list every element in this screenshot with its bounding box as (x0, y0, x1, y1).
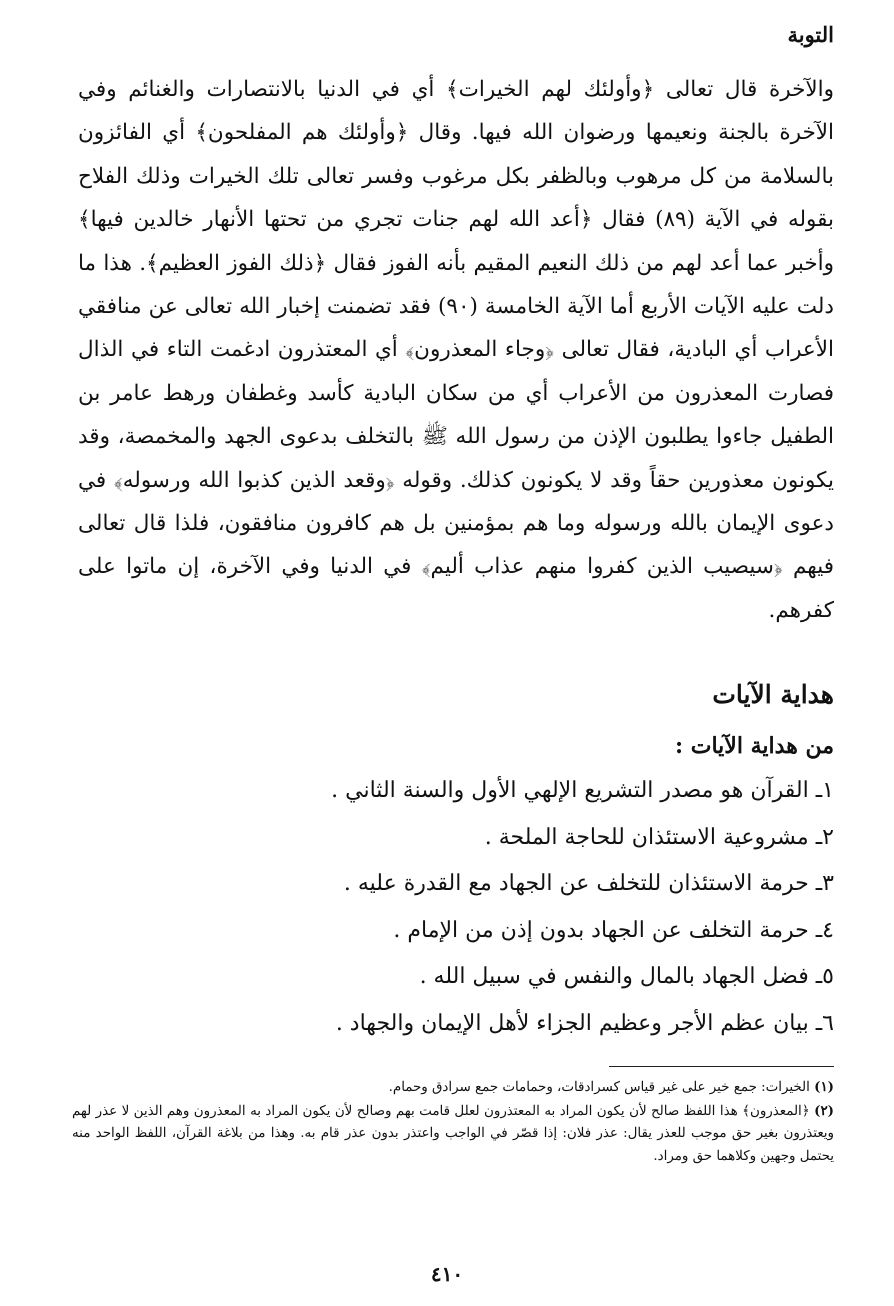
footnotes (72, 1076, 834, 1168)
footnote-number: (٢) (814, 1102, 834, 1119)
footnote-2 (72, 1100, 834, 1169)
footnote-text: الخيرات: جمع خير على غير قياس كسرادقات، وحمامات جمع سرادق وحمام. (388, 1080, 810, 1095)
list-item: ٥ـ فضل الجهاد بالمال والنفس في سبيل الله . (419, 964, 834, 990)
running-header-surah: التوبة (787, 22, 834, 47)
paragraph-text: والآخرة قال تعالى ﴿وأولئك لهم الخيرات﴾ أي في الدنيا بالانتصارات والغنائم وفي الآخرة بالجنة ونعيمها ورضوان الله فيها. وقال ﴿وأولئك هم المفلحون﴾ أي الفائزون بالسلامة من كل مرهوب وبالظفر بكل مرغوب وفسر تعالى تلك الخيرات وذلك الفلاح بقوله في الآية (٨٩) فقال ﴿أعد الله لهم جنات تجري من تحتها الأنهار خالدين فيها﴾ وأخبر عما أعد لهم من ذلك النعيم المقيم بأنه الفوز فقال ﴿ذلك الفوز العظيم﴾. هذا ما دلت عليه الآيات الأربع أما الآية الخامسة (٩٠) فقد تضمنت إخبار الله تعالى عن منافقي الأعراب أي البادية، فقال تعالى ﴿وجاء المعذرون﴾ أي المعتذرون ادغمت التاء في الذال فصارت المعذرون من الأعراب أي من سكان البادية كأسد وغطفان ورهط عامر بن الطفيل جاءوا يطلبون الإذن من رسول الله ﷺ بالتخلف بدعوى الجهد والمخمصة، وقد يكونون معذورين حقاً وقد لا يكونون كذلك. وقوله ﴿وقعد الذين كذبوا الله ورسوله﴾ في دعوى الإيمان بالله ورسوله وما هم بمؤمنين بل هم كافرون منافقون، فلذا قال تعالى فيهم ﴿سيصيب الذين كفروا منهم عذاب أليم﴾ في الدنيا وفي الآخرة، إن ماتوا على كفرهم. (78, 77, 834, 623)
list-item: ٣ـ حرمة الاستئذان للتخلف عن الجهاد مع القدرة عليه . (343, 871, 834, 897)
list-item: ٢ـ مشروعية الاستئذان للحاجة الملحة . (484, 824, 834, 850)
page-number: ٤١٠ (430, 1262, 464, 1286)
footnote-text: ﴿المعذرون﴾ هذا اللفظ صالح لأن يكون المراد به المعتذرون لعلل قامت بهم وصالح لأن يكون المراد به المعذرون وهم الذين لا عذر لهم ويعتذرون بغير حق موجب للعذر يقال: عذر فلان: إذا قصّر في الواجب واعتذر بدون عذر قام به. وهذا من بلاغة القرآن، اللفظ الواحد منه يحتمل وجهين وكلاهما حق ومراد. (72, 1103, 834, 1164)
footnote-number: (١) (814, 1079, 834, 1095)
benefits-list (74, 768, 834, 1048)
tafsir-paragraph (78, 68, 834, 632)
section-title: هداية الآيات (712, 680, 834, 709)
list-item: ٦ـ بيان عظم الأجر وعظيم الجزاء لأهل الإيمان والجهاد . (335, 1010, 834, 1036)
list-item: ١ـ القرآن هو مصدر التشريع الإلهي الأول والسنة الثاني . (331, 778, 834, 803)
section-subtitle: من هداية الآيات : (674, 733, 834, 759)
list-item: ٤ـ حرمة التخلف عن الجهاد بدون إذن من الإمام . (393, 917, 834, 943)
footnote-divider (609, 1066, 834, 1067)
footnote-1 (72, 1076, 834, 1100)
